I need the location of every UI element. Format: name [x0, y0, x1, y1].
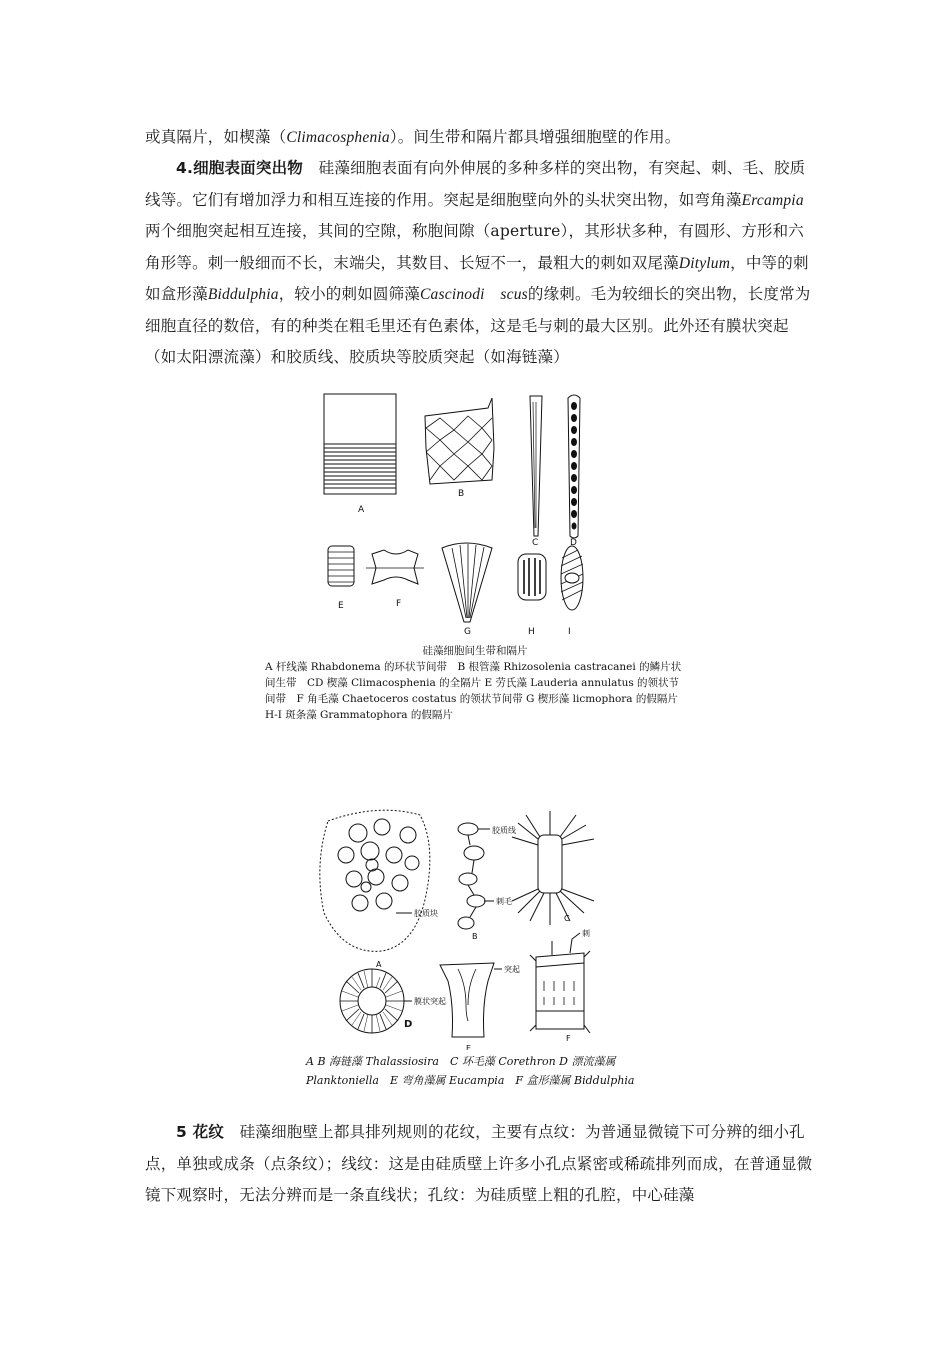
fig1-label-i: I [568, 627, 571, 637]
p3-text: 硅藻细胞壁上都具排列规则的花纹，主要有点纹：为普通显微镜下可分辨的细小孔点，单独或成条（点条纹）；线纹：这是由硅质壁上许多小孔点紧密或稀疏排列而成，在普通显微镜下观察时，无法分辨而是一条直线状；孔纹：为硅质壁上粗的孔腔，中心硅藻 [145, 1123, 813, 1204]
p2-latin-ercampia: Ercampia [741, 191, 804, 209]
fig1-d-chambers [571, 402, 577, 530]
p2-text-5: 的缘刺。毛为较细长的突出物，长度常为细胞直径的数倍，有的种类在粗毛里还有色素体，这是毛与刺的最大区别。此外还有膜状突起（如太阳漂流藻）和胶质线、胶质块等胶质突起（如海链藻） [145, 285, 811, 366]
fig1-label-e: E [338, 601, 344, 611]
fig1-f-shape [372, 550, 418, 584]
section-heading-5: 5 花纹 [176, 1123, 224, 1141]
paragraph-3 [145, 1117, 813, 1212]
fig1-b-net [426, 416, 492, 480]
figure-1-caption-line-2: 间生带 CD 楔藻 Climacosphenia 的全隔片 E 劳氏藻 Lauderia annulatus 的领状节 [265, 677, 680, 689]
fig2-label-d: D [404, 1019, 413, 1030]
p2-latin-ditylum: Ditylum [678, 254, 731, 272]
fig1-label-d: D [570, 538, 577, 548]
fig2-annot-spine: 刺 [582, 929, 590, 938]
fig2-annot-bristle: 刺毛 [496, 897, 512, 906]
fig2-label-a: A [376, 960, 382, 969]
fig2-label-e: E [466, 1044, 472, 1050]
fig2-label-c: C [564, 914, 570, 923]
fig1-b-shape [425, 398, 494, 484]
fig2-e-cell [440, 963, 502, 1037]
fig2-label-b: B [472, 932, 478, 941]
fig2-d-cell [340, 969, 412, 1033]
figure-2-caption-line-2: Planktoniella E 弯角藻属 Eucampia F 盒形藻属 Biddulphia [306, 1074, 635, 1087]
figure-1-caption [265, 643, 685, 723]
fig2-annot-gel-block: 胶质块 [414, 909, 438, 918]
fig2-annot-membrane: 膜状突起 [414, 997, 446, 1006]
p2-latin-cascinodiscus: Cascinodi scus [420, 286, 528, 303]
p1-text-after: ）。间生带和隔片都具增强细胞壁的作用。 [389, 128, 681, 146]
fig1-label-a: A [358, 505, 365, 515]
fig2-annot-process: 突起 [504, 965, 520, 974]
figure-1-drawing [310, 388, 610, 640]
section-heading-4: 4.细胞表面突出物 [176, 159, 303, 177]
fig1-label-h: H [528, 627, 535, 637]
fig2-a-cells [338, 819, 419, 911]
fig2-labels [376, 914, 571, 1050]
p1-latin-climacosphenia: Climacosphenia [286, 129, 390, 146]
fig1-label-c: C [532, 538, 539, 548]
figure-2-caption-line-1: A B 海链藻 Thalassiosira C 环毛藻 Corethron D 漂流藻属 [306, 1055, 616, 1068]
p2-text-1: 硅藻细胞表面有向外伸展的多种多样的突出物，有突起、刺、毛、胶质线等。它们有增加浮力和相互连接的作用。突起是细胞壁向外的头状突出物，如弯角藻 [145, 159, 806, 209]
p1-text-before: 或真隔片，如楔藻（ [145, 128, 287, 146]
fig2-c-cell [512, 811, 594, 925]
fig2-b-chain [458, 823, 494, 929]
fig2-label-f: F [566, 1034, 571, 1043]
p2-text-2: 两个细胞突起相互连接，其间的空隙，称胞间隙（aperture），其形状多种，有圆形、方形和六角形等。刺一般细而不长，末端尖，其数目、长短不一，最粗大的刺如双尾藻 [145, 222, 804, 272]
fig2-annot-gel-line: 胶质线 [492, 826, 516, 835]
figure-1-caption-line-3: 间带 F 角毛藻 Chaetoceros costatus 的领状节间带 G 楔形藻 licmophora 的假隔片 [265, 693, 678, 705]
fig1-g-shape [442, 543, 492, 622]
fig1-h-shape [518, 554, 546, 600]
fig1-a-bands [324, 444, 396, 488]
p2-text-3: ，中等的刺如盒形藻 [145, 253, 809, 303]
fig1-label-g: G [464, 627, 471, 637]
figure-1-caption-title: 硅藻细胞间生带和隔片 [422, 645, 528, 657]
fig2-f-cell [530, 933, 590, 1033]
figure-2-drawing [308, 805, 608, 1050]
fig1-labels [338, 489, 577, 637]
p2-latin-biddulphia: Biddulphia [207, 286, 279, 303]
figure-1-caption-line-4: H-I 斑条藻 Grammatophora 的假隔片 [265, 709, 453, 721]
fig1-label-f: F [396, 599, 402, 609]
figure-2-caption [306, 1052, 686, 1090]
paragraph-1 [145, 122, 813, 154]
figure-1-caption-line-1: A 杆线藻 Rhabdonema 的环状节间带 B 根管藻 Rhizosolenia castracanei 的鳞片状 [265, 661, 682, 673]
fig1-label-b: B [458, 489, 465, 499]
paragraph-2 [145, 153, 813, 374]
p2-text-4: ，较小的刺如圆筛藻 [278, 285, 421, 303]
